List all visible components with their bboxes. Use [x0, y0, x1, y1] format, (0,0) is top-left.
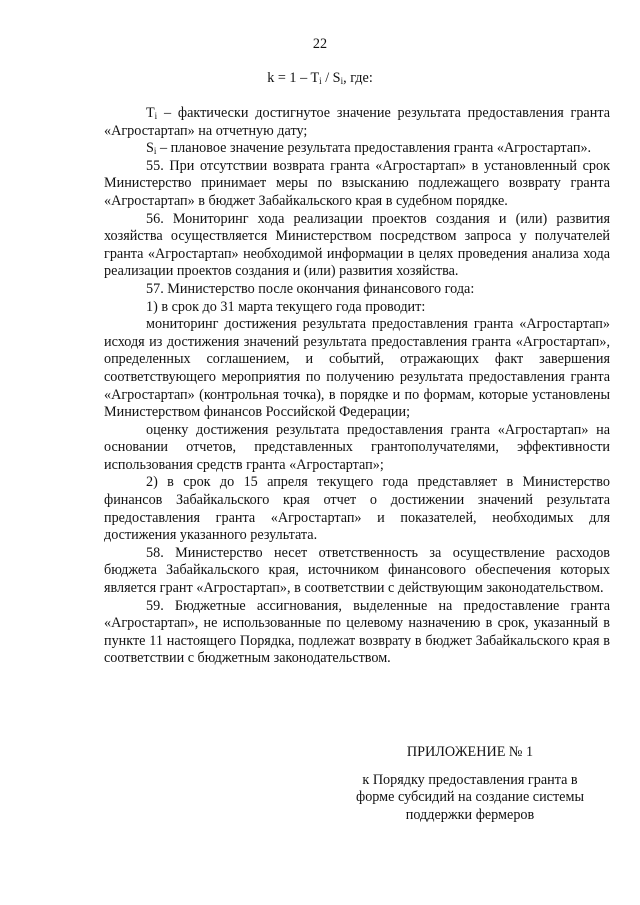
definition-text: – фактически достигнутое значение результата предоставления гранта «Агростартап» на отчетную дату;	[104, 105, 610, 139]
appendix-subtitle-line-3: поддержки фермеров	[405, 806, 535, 823]
paragraph-monitoring: мониторинг достижения результата предоставления гранта «Агростартап» исходя из достижения значений результата предоставления гранта «Агростартап», определенных соглашением, и событий, отражающих факт завершения соответствующего мероприятия по получению результата предоставления гранта «Агростартап» (контрольная точка), в порядке и по формам, которые установлены Министерством финансов Российской Федерации;	[104, 316, 610, 421]
appendix-subtitle-line-1: к Порядку предоставления гранта в	[362, 771, 578, 788]
appendix-title: ПРИЛОЖЕНИЕ № 1	[406, 744, 534, 760]
appendix-block	[346, 744, 594, 824]
formula-subscript-1: i	[319, 76, 322, 86]
paragraph-57-item-1: 1) в срок до 31 марта текущего года проводит:	[146, 298, 426, 315]
paragraph-55: 55. При отсутствии возврата гранта «Агростартап» в установленный срок Министерство принимает меры по взысканию подлежащего возврату гранта «Агростартап» в бюджет Забайкальского края в судебном порядке.	[104, 157, 610, 209]
paragraph-59: 59. Бюджетные ассигнования, выделенные на предоставление гранта «Агростартап», не использованные по целевому назначению в срок, указанный в пункте 11 настоящего Порядка, подлежат возврату в бюджет Забайкальского края в соответствии с бюджетным законодательством.	[104, 597, 610, 667]
page-number: 22	[312, 36, 328, 52]
formula	[0, 70, 640, 88]
definition-symbol: S	[146, 140, 154, 157]
definition-ti	[104, 105, 610, 140]
definition-si	[104, 140, 610, 158]
formula-text-before: k = 1 – T	[267, 70, 320, 86]
document-body	[104, 105, 610, 668]
definition-text: – плановое значение результата предоставления гранта «Агростартап».	[156, 140, 592, 157]
paragraph-56: 56. Мониторинг хода реализации проектов создания и (или) развития хозяйства осуществляется Министерством посредством запроса у получателей гранта «Агростартап» необходимой информации в целях проведения анализа хода реализации проектов создания и (или) развития хозяйства.	[104, 210, 610, 280]
definition-subscript: i	[154, 111, 158, 121]
paragraph-57: 57. Министерство после окончания финансового года:	[146, 280, 475, 297]
definition-symbol: T	[146, 105, 155, 121]
paragraph-57-item-2: 2) в срок до 15 апреля текущего года представляет в Министерство финансов Забайкальского края отчет о достижении значений результата предоставления гранта «Агростартап» и показателей, необходимых для достижения указанного результата.	[104, 474, 610, 544]
paragraph-58: 58. Министерство несет ответственность за осуществление расходов бюджета Забайкальского края, источником финансового обеспечения которых является грант «Агростартап», в соответствии с действующим законодательством.	[104, 544, 610, 597]
paragraph-assessment: оценку достижения результата предоставления гранта «Агростартап» на основании отчетов, представленных грантополучателями, эффективности использования средств гранта «Агростартап»;	[104, 421, 610, 473]
appendix-subtitle-line-2: форме субсидий на создание системы	[356, 789, 584, 806]
definition-subscript: i	[153, 146, 157, 157]
formula-subscript-2: i	[340, 76, 344, 86]
formula-text-after: , где:	[343, 70, 373, 86]
formula-text-mid: / S	[321, 70, 341, 86]
